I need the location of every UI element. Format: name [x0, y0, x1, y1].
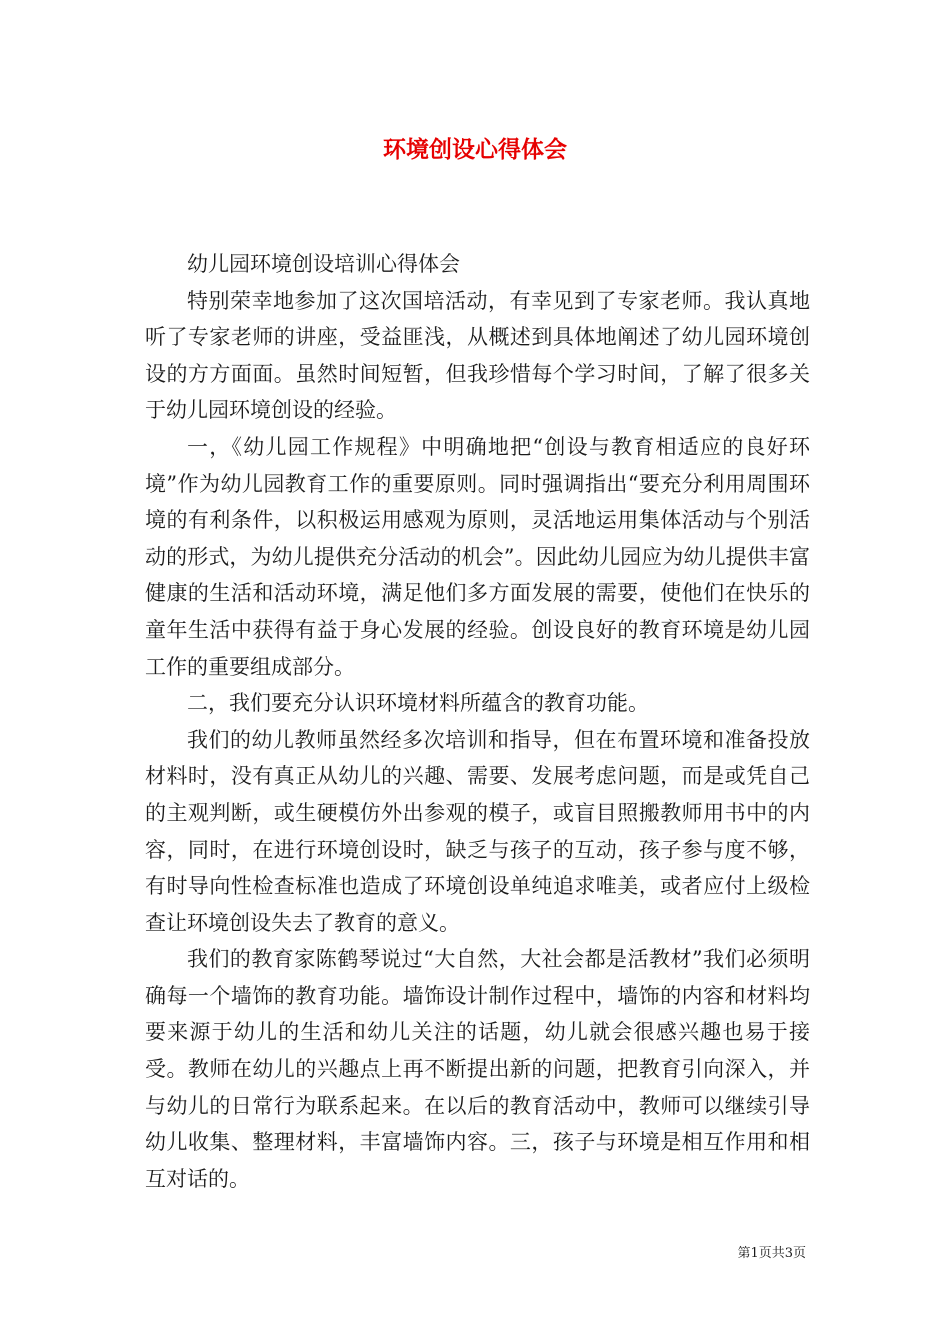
- body-paragraph: 我们的幼儿教师虽然经多次培训和指导，但在布置环境和准备投放材料时，没有真正从幼儿的兴趣、需要、发展考虑问题，而是或凭自己的主观判断，或生硬模仿外出参观的模子，或盲目照搬教师用书中的内容，同时，在进行环境创设时，缺乏与孩子的互动，孩子参与度不够，有时导向性检查标准也造成了环境创设单纯追求唯美，或者应付上级检查让环境创设失去了教育的意义。: [145, 727, 810, 935]
- document-body: [145, 246, 810, 1197]
- document-title: 环境创设心得体会: [383, 136, 567, 163]
- page-number: 第1页共3页: [737, 1246, 806, 1261]
- body-paragraph: 一，《幼儿园工作规程》中明确地把“创设与教育相适应的良好环境”作为幼儿园教育工作的重要原则。同时强调指出“要充分利用周围环境的有利条件，以积极运用感观为原则，灵活地运用集体活动与个别活动的形式，为幼儿提供充分活动的机会”。因此幼儿园应为幼儿提供丰富健康的生活和活动环境，满足他们多方面发展的需要，使他们在快乐的童年生活中获得有益于身心发展的经验。创设良好的教育环境是幼儿园工作的重要组成部分。: [145, 434, 810, 679]
- subtitle-paragraph: 幼儿园环境创设培训心得体会: [187, 252, 460, 276]
- body-paragraph: 特别荣幸地参加了这次国培活动，有幸见到了专家老师。我认真地听了专家老师的讲座，受益匪浅，从概述到具体地阐述了幼儿园环境创设的方方面面。虽然时间短暂，但我珍惜每个学习时间，了解了很多关于幼儿园环境创设的经验。: [145, 288, 810, 423]
- body-paragraph: 二，我们要充分认识环境材料所蕴含的教育功能。: [187, 691, 649, 716]
- body-paragraph: 我们的教育家陈鹤琴说过“大自然，大社会都是活教材”我们必须明确每一个墙饰的教育功能。墙饰设计制作过程中，墙饰的内容和材料均要来源于幼儿的生活和幼儿关注的话题，幼儿就会很感兴趣也易于接受。教师在幼儿的兴趣点上再不断提出新的问题，把教育引向深入，并与幼儿的日常行为联系起来。在以后的教育活动中，教师可以继续引导幼儿收集、整理材料，丰富墙饰内容。三，孩子与环境是相互作用和相互对话的。: [145, 947, 810, 1191]
